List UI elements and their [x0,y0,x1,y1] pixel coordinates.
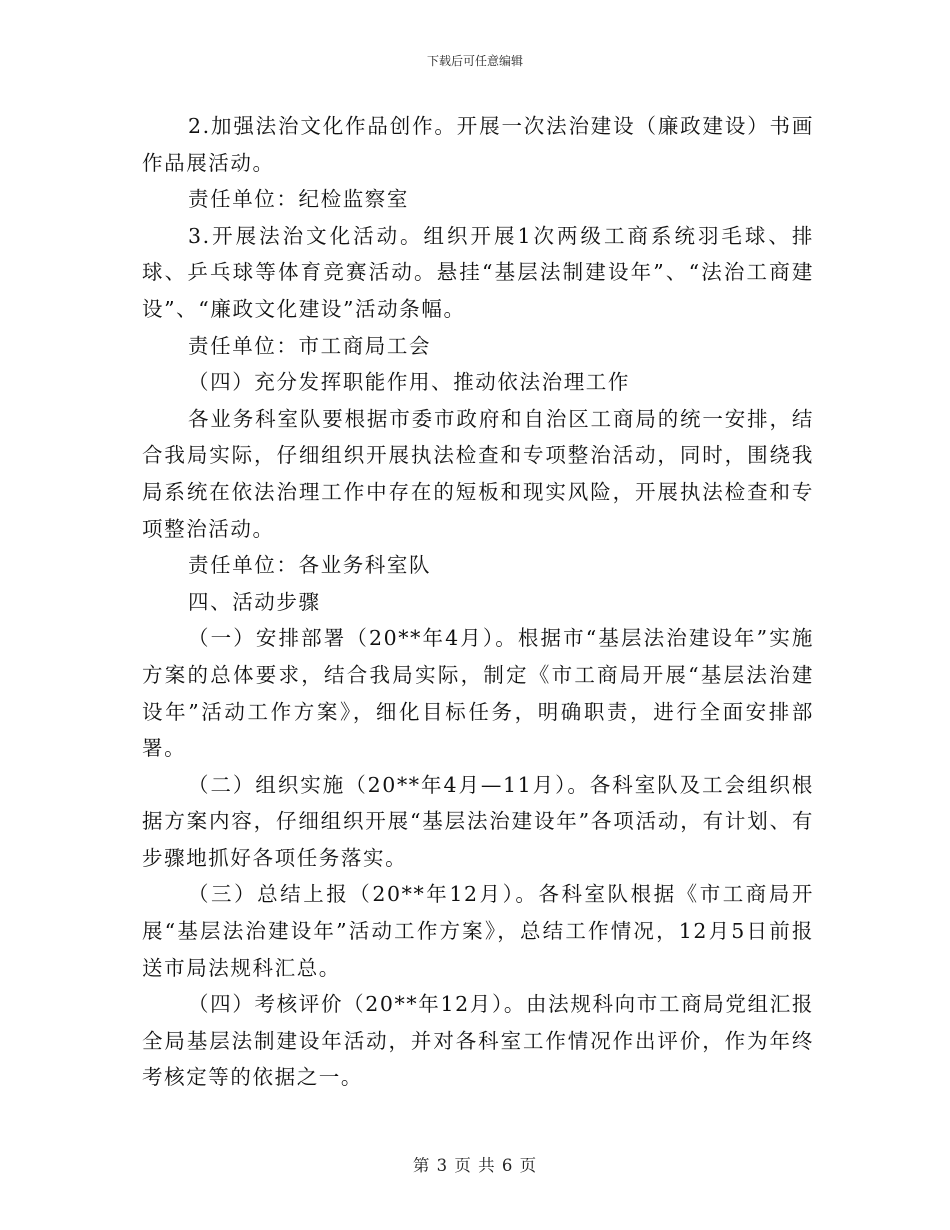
paragraph-item-2-calligraphy-exhibition: 2.加强法治文化作品创作。开展一次法治建设（廉政建设）书画作品展活动。 [142,114,814,175]
paragraph-item-3-culture-activities: 3.开展法治文化活动。组织开展1次两级工商系统羽毛球、排球、乒乓球等体育竞赛活动。悬挂“基层法制建设年”、“法治工商建设”、“廉政文化建设”活动条幅。 [142,223,814,321]
step-2-implementation: （二）组织实施（20**年4月—11月）。各科室队及工会组织根据方案内容，仔细组织开展“基层法治建设年”各项活动，有计划、有步骤地抓好各项任务落实。 [142,772,814,870]
page-header: 下载后可任意编辑 [426,54,523,68]
document-body [142,108,814,1096]
responsible-unit-trade-union: 责任单位：市工商局工会 [188,333,432,358]
section-heading-4-governance: （四）充分发挥职能作用、推动依法治理工作 [188,370,630,395]
responsible-unit-discipline-office: 责任单位：纪检监察室 [188,187,409,212]
section-heading-activity-steps: 四、活动步骤 [188,589,321,614]
step-3-summary-report: （三）总结上报（20**年12月）。各科室队根据《市工商局开展“基层法治建设年”活动工作方案》，总结工作情况，12月5日前报送市局法规科汇总。 [142,882,814,980]
step-4-assessment: （四）考核评价（20**年12月）。由法规科向市工商局党组汇报全局基层法制建设年活动，并对各科室工作情况作出评价，作为年终考核定等的依据之一。 [142,992,814,1090]
responsible-unit-business-departments: 责任单位：各业务科室队 [188,553,432,578]
step-1-arrangement: （一）安排部署（20**年4月）。根据市“基层法治建设年”实施方案的总体要求，结合我局实际，制定《市工商局开展“基层法治建设年”活动工作方案》，细化目标任务，明确职责，进行全面安排部署。 [142,626,814,761]
page-number-footer: 第 3 页 共 6 页 [412,1156,538,1175]
paragraph-law-enforcement-inspection: 各业务科室队要根据市委市政府和自治区工商局的统一安排，结合我局实际，仔细组织开展执法检查和专项整治活动，同时，围绕我局系统在依法治理工作中存在的短板和现实风险，开展执法检查和专项整治活动。 [142,406,814,541]
